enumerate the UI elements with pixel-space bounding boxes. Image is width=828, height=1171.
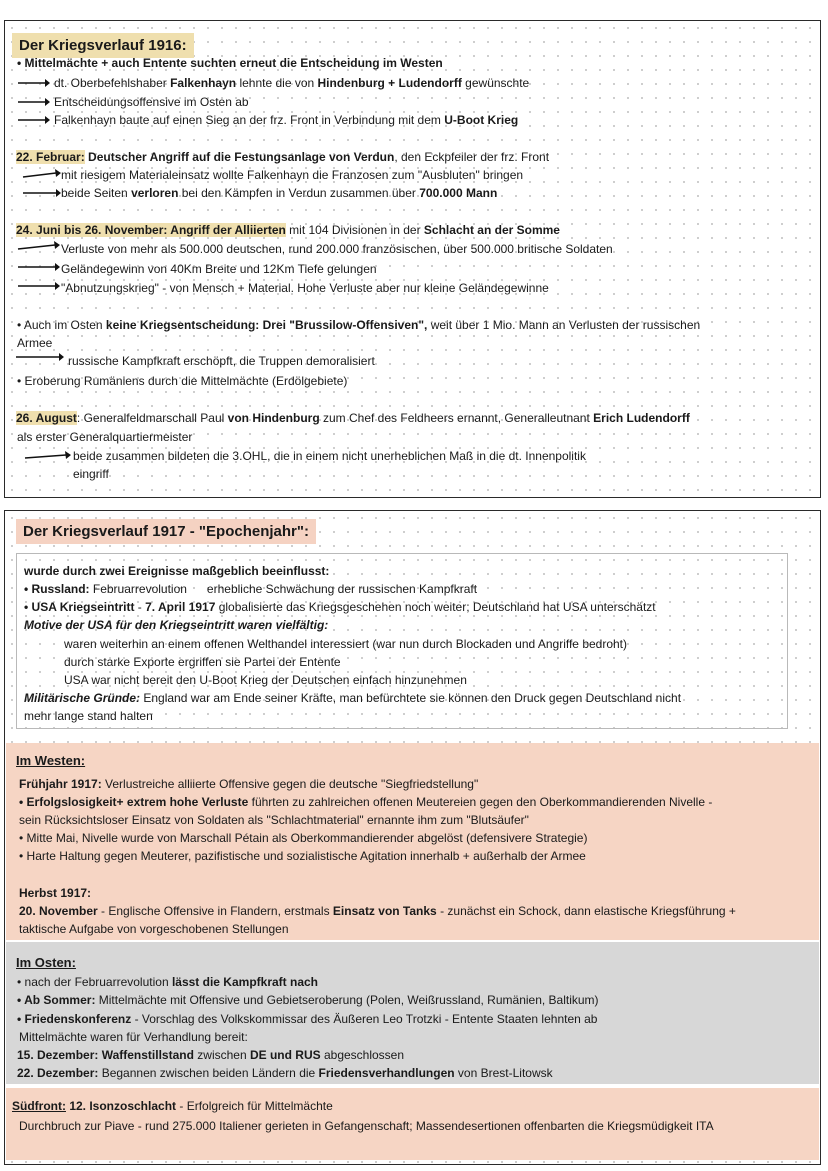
- line-1916-4: Falkenhayn baute auf einen Sieg an der frz. Front in Verbindung mit dem U-Boot Krieg: [54, 113, 519, 127]
- line-ost-4: • Eroberung Rumäniens durch die Mittelmächte (Erdölgebiete): [17, 374, 348, 388]
- line-w8: taktische Aufgabe von vorgeschobenen Stellungen: [19, 922, 289, 936]
- line-1917-b7: USA war nicht bereit den U-Boot Krieg der Deutschen einfach hinzunehmen: [64, 673, 467, 687]
- heading-westen: Im Westen:: [16, 753, 86, 768]
- heading-osten: Im Osten:: [16, 955, 76, 970]
- arrow-right-icon: [15, 350, 65, 364]
- line-jun-2: Verluste von mehr als 500.000 deutschen, rund 200.000 französischen, über 500.000 britische Soldaten: [61, 242, 613, 256]
- arrow-right-icon: [17, 279, 61, 293]
- line-1916-3: Entscheidungsoffensive im Osten ab: [54, 95, 249, 109]
- line-jun-4: "Abnutzungskrieg" - von Mensch + Material. Hohe Verluste aber nur kleine Geländegewinne: [61, 281, 549, 295]
- line-ost-3: russische Kampfkraft erschöpft, die Truppen demoralisiert: [68, 354, 375, 368]
- line-s1: Südfront: 12. Isonzoschlacht - Erfolgreich für Mittelmächte: [12, 1099, 333, 1113]
- line-1917-b3: • USA Kriegseintritt - 7. April 1917 globalisierte das Kriegsgeschehen noch weiter; Deutschland hat USA unterschätzt: [24, 600, 656, 614]
- line-1917-b6: durch starke Exporte ergriffen sie Partei der Entente: [64, 655, 341, 669]
- arrow-right-icon: [22, 186, 62, 200]
- line-w3: sein Rücksichtsloser Einsatz von Soldaten als "Schlachtmaterial" ernannte ihm zum "Blutsäufer": [19, 813, 529, 827]
- line-1917-b1: wurde durch zwei Ereignisse maßgeblich beeinflusst:: [24, 564, 330, 578]
- line-1916-2: dt. Oberbefehlshaber Falkenhayn lehnte die von Hindenburg + Ludendorff gewünschte: [54, 76, 530, 90]
- title-1916: Der Kriegsverlauf 1916:: [12, 33, 194, 58]
- arrow-right-icon: [24, 449, 72, 463]
- line-w1: Frühjahr 1917: Verlustreiche alliierte Offensive gegen die deutsche "Siegfriedstellung": [19, 777, 479, 791]
- line-ost: • Auch im Osten keine Kriegsentscheidung: Drei "Brussilow-Offensiven", weit über 1 Mio. Mann an Verlusten der russischen: [17, 318, 701, 332]
- line-w7: 20. November - Englische Offensive in Flandern, erstmals Einsatz von Tanks - zunächst ein Schock, dann elastische Kriegsführung +: [19, 904, 736, 918]
- line-aug: 26. August: Generalfeldmarschall Paul von Hindenburg zum Chef des Feldheers ernannt, Generalleutnant Erich Ludendorff: [16, 411, 690, 425]
- line-o1: • nach der Februarrevolution lässt die Kampfkraft nach: [17, 975, 318, 989]
- line-jun: 24. Juni bis 26. November: Angriff der Alliierten mit 104 Divisionen in der Schlacht an der Somme: [16, 223, 560, 237]
- line-feb: 22. Februar: Deutscher Angriff auf die Festungsanlage von Verdun, den Eckpfeiler der frz. Front: [16, 150, 550, 164]
- line-o5: 15. Dezember: Waffenstillstand zwischen DE und RUS abgeschlossen: [17, 1048, 405, 1062]
- title-1917: Der Kriegsverlauf 1917 - "Epochenjahr":: [16, 519, 316, 544]
- arrow-right-icon: [17, 240, 61, 254]
- arrow-right-icon: [17, 95, 51, 109]
- line-aug-3: beide zusammen bildeten die 3.OHL, die in einem nicht unerheblichen Maß in die dt. Innenpolitik: [73, 449, 586, 463]
- line-ost-2: Armee: [17, 336, 53, 350]
- line-1917-b2: • Russland: Februarrevolution erhebliche Schwächung der russischen Kampfkraft: [24, 582, 478, 596]
- line-aug-4: eingriff: [73, 467, 109, 481]
- line-o6: 22. Dezember: Begannen zwischen beiden Ländern die Friedensverhandlungen von Brest-Litowsk: [17, 1066, 553, 1080]
- line-w6: Herbst 1917:: [19, 886, 92, 900]
- arrow-right-icon: [22, 168, 62, 182]
- arrow-right-icon: [17, 260, 61, 274]
- panel-1916: [4, 20, 821, 498]
- line-w5: • Harte Haltung gegen Meuterer, pazifistische und sozialistische Agitation innerhalb + außerhalb der Armee: [19, 849, 586, 863]
- arrow-right-icon: [17, 113, 51, 127]
- arrow-right-icon: [17, 76, 51, 90]
- line-1917-b8: Militärische Gründe: England war am Ende seiner Kräfte, man befürchtete sie können den Druck gegen Deutschland nicht: [24, 691, 682, 705]
- line-s2: Durchbruch zur Piave - rund 275.000 Italiener gerieten in Gefangenschaft; Massendesertionen offenbarten die Kriegsmüdigkeit ITA: [19, 1119, 714, 1133]
- line-w2: • Erfolgslosigkeit+ extrem hohe Verluste führten zu zahlreichen offenen Meutereien gegen den Oberkommandierenden Nivelle -: [19, 795, 713, 809]
- line-1916-1: • Mittelmächte + auch Entente suchten erneut die Entscheidung im Westen: [17, 56, 443, 70]
- line-o4: Mittelmächte waren für Verhandlung bereit:: [19, 1030, 248, 1044]
- line-1917-b5: waren weiterhin an einem offenen Welthandel interessiert (war nun durch Blockaden und Angriffe bedroht): [64, 637, 628, 651]
- line-w4: • Mitte Mai, Nivelle wurde von Marschall Pétain als Oberkommandierender abgelöst (defensivere Strategie): [19, 831, 588, 845]
- line-o2: • Ab Sommer: Mittelmächte mit Offensive und Gebietseroberung (Polen, Weißrussland, Rumänien, Baltikum): [17, 993, 599, 1007]
- line-feb-3: beide Seiten verloren bei den Kämpfen in Verdun zusammen über 700.000 Mann: [61, 186, 498, 200]
- line-1917-b4: Motive der USA für den Kriegseintritt waren vielfältig:: [24, 618, 329, 632]
- line-1917-b9: mehr lange stand halten: [24, 709, 153, 723]
- line-feb-2: mit riesigem Materialeinsatz wollte Falkenhayn die Franzosen zum "Ausbluten" bringen: [61, 168, 524, 182]
- line-o3: • Friedenskonferenz - Vorschlag des Volkskommissar des Äußeren Leo Trotzki - Entente Staaten lehnten ab: [17, 1012, 598, 1026]
- line-aug-2: als erster Generalquartiermeister: [17, 430, 193, 444]
- line-jun-3: Geländegewinn von 40Km Breite und 12Km Tiefe gelungen: [61, 262, 377, 276]
